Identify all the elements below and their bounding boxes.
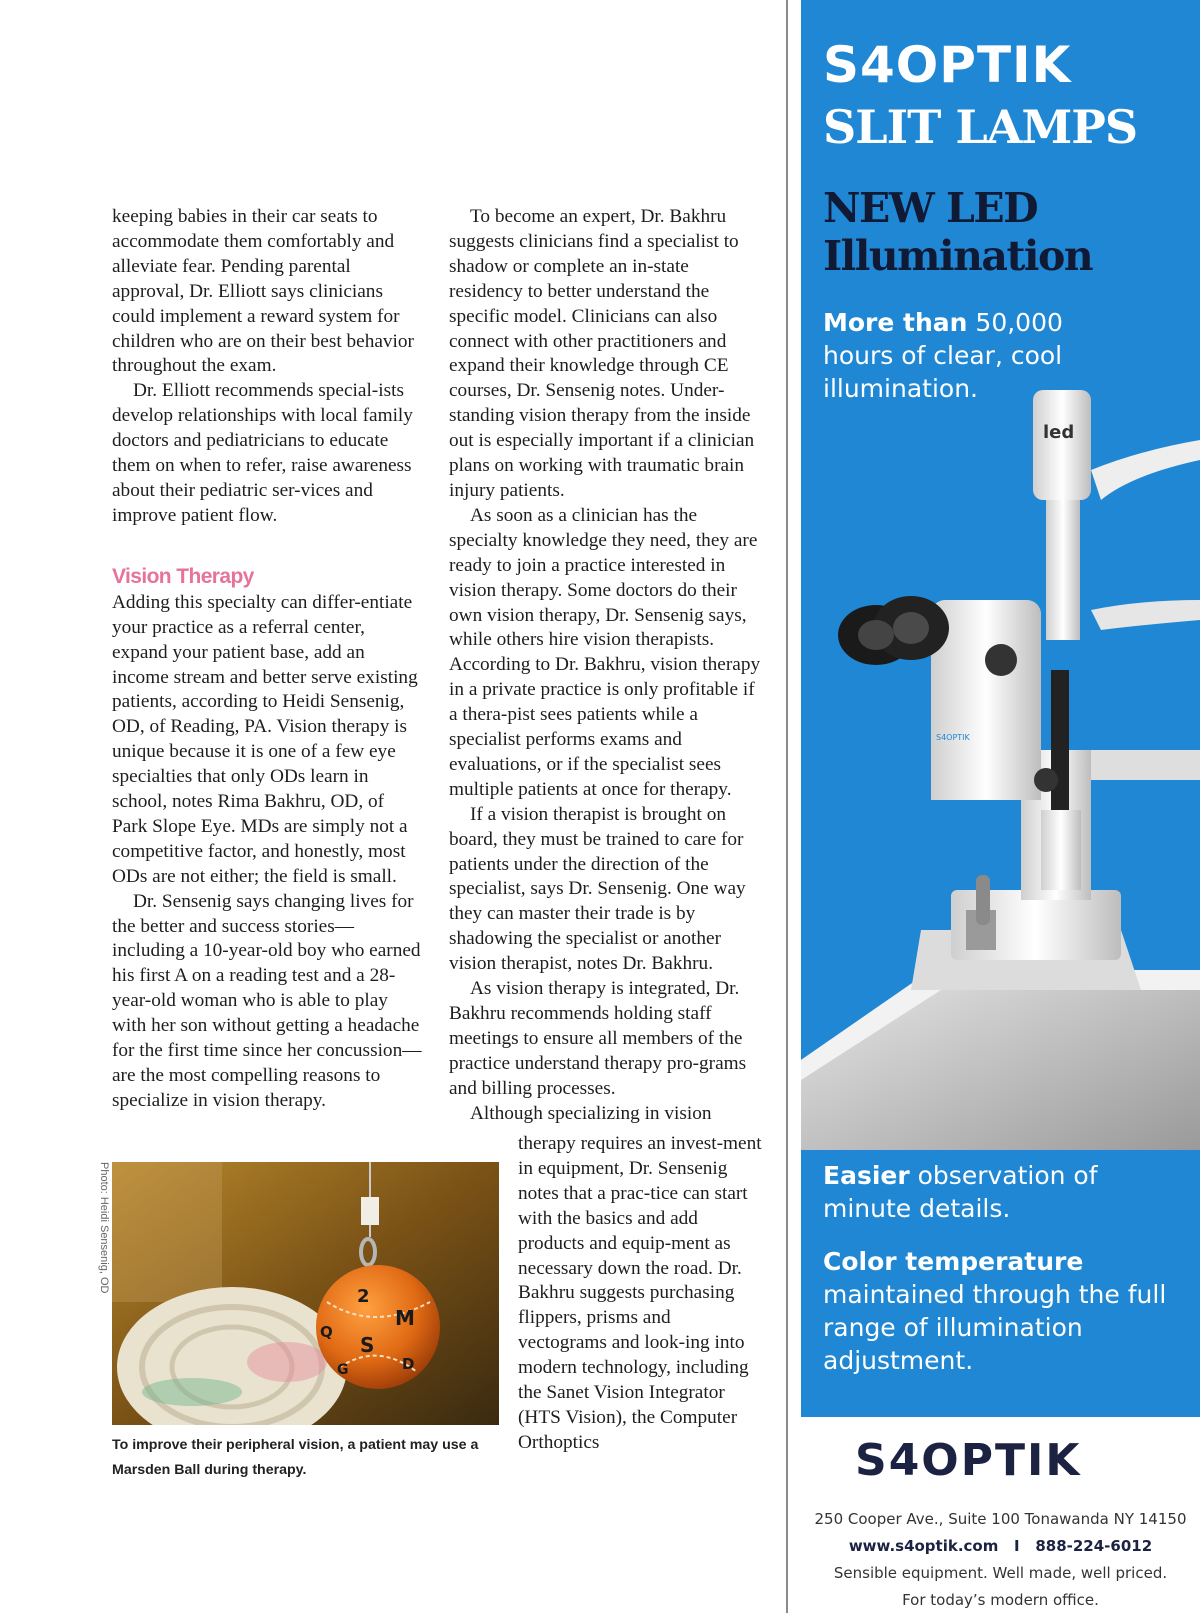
photo-credit: Photo: Heidi Sensenig, OD [98, 1162, 110, 1294]
paragraph: therapy requires an invest-ment in equipment, Dr. Sensenig notes that a prac-tice can start with the basics and add products and equip-ment as necessary down the road. Dr. Bakhru suggests purchasing flippers, prisms and vectograms and look-ing into modern technology, including the Sanet Vision Integrator (HTS Vision), the Computer Orthoptics [518, 1133, 762, 1453]
ad-feature-1: More than 50,000 hours of clear, cool illumination. [823, 308, 1063, 403]
ad-feature-3: Color temperature maintained through the full range of illumination adjustment. [823, 1247, 1167, 1375]
slit-lamp-illustration [801, 370, 1200, 1150]
paragraph: To become an expert, Dr. Bakhru suggests clinicians find a specialist to shadow or complete an in-state residency to better understand the specific model. Clinicians can also connect with other practitioners and expand their knowledge through CE courses, Dr. Sensenig notes. Under-standing vision therapy from the inside out is especially important if a clinician plans on working with traumatic brain injury patients. [449, 206, 755, 501]
ad-brand-logo: S4OPTIK [823, 36, 1072, 94]
ball-letter: Q [320, 1323, 333, 1341]
ball-letter: D [402, 1355, 415, 1373]
ad-feature-2: Easier observation of minute details. [823, 1161, 1098, 1223]
ad-slogan-2: For today’s modern office. [902, 1591, 1099, 1609]
ball-letter: 2 [357, 1286, 370, 1307]
photo-caption: To improve their peripheral vision, a patient may use a Marsden Ball during therapy. [112, 1437, 479, 1478]
article-column-2 [449, 205, 765, 1127]
paragraph: Dr. Elliott recommends special-ists develop relationships with local family doctors and pediatricians to educate them on when to refer, raise awareness about their pediatric ser-vices and improve patient flow. [112, 380, 413, 526]
ad-address: 250 Cooper Ave., Suite 100 Tonawanda NY 14150 [814, 1510, 1187, 1528]
ball-letter: G [337, 1362, 349, 1378]
ad-slogan: Sensible equipment. Well made, well priced. [833, 1564, 1168, 1582]
article-column-3 [518, 1132, 764, 1456]
ad-product-title: SLIT LAMPS [823, 100, 1138, 154]
paragraph: If a vision therapist is brought on board, they must be trained to care for patients under the direction of the specialist, says Dr. Sensenig. One way they can master their trade is by shadowing the specialist or another vision therapist, notes Dr. Bakhru. [449, 803, 746, 975]
ad-phone: 888-224-6012 [1035, 1537, 1153, 1555]
device-led-label: led [1043, 422, 1075, 443]
marsden-ball-illustration [112, 1162, 499, 1425]
paragraph: keeping babies in their car seats to accommodate them comfortably and alleviate fear. Pending parental approval, Dr. Elliott says clinicians could implement a reward system for children who are on their best behavior throughout the exam. [112, 206, 414, 377]
ad-headline: NEW LED Illumination [823, 184, 1093, 280]
paragraph: As soon as a clinician has the specialty knowledge they need, they are ready to join a practice interested in vision therapy. Some doctors do their own vision therapy, Dr. Sensenig says, while others hire vision therapists. According to Dr. Bakhru, vision therapy in a private practice is only profitable if a thera-pist sees patients while a specialist performs exams and evaluations, or if the specialist sees multiple patients at once for therapy. [449, 504, 761, 800]
ad-footer-logo: S4OPTIK [855, 1435, 1082, 1486]
ad-website-link[interactable]: www.s4optik.com [848, 1537, 999, 1555]
paragraph: Dr. Sensenig says changing lives for the better and success stories—including a 10-year-old boy who earned his first A on a reading test and a 28-year-old woman who is able to play with her son without getting a headache for the first time since her concussion—are the most compelling reasons to specialize in vision therapy. [112, 890, 422, 1111]
paragraph: As vision therapy is integrated, Dr. Bakhru recommends holding staff meetings to ensure all members of the practice understand therapy pro-grams and billing processes. [449, 978, 747, 1099]
article-column-1 [112, 205, 424, 1114]
paragraph: Adding this specialty can differ-entiate your practice as a referral center, expand your patient base, add an income stream and better serve existing patients, according to Heidi Sensenig, OD, of Reading, PA. Vision therapy is unique because it is one of a few eye specialties that only ODs learn in school, notes Rima Bakhru, OD, of Park Slope Eye. MDs are simply not a competitive factor, and honestly, most ODs are not either; the field is small. [112, 591, 418, 887]
ball-letter: S [360, 1333, 375, 1357]
advertisement [801, 0, 1200, 1613]
ad-contact [801, 1537, 1200, 1555]
ad-blue-panel [801, 0, 1200, 1417]
paragraph: Although specializing in vision [470, 1102, 712, 1124]
ad-separator: I [1014, 1537, 1020, 1555]
marsden-ball-photo [112, 1162, 499, 1425]
device-brand-label: S4OPTIK [936, 733, 970, 742]
ad-footer [801, 1417, 1200, 1613]
column-rule [786, 0, 788, 1613]
section-subhead: Vision Therapy [112, 564, 254, 588]
ball-letter: M [395, 1306, 415, 1330]
